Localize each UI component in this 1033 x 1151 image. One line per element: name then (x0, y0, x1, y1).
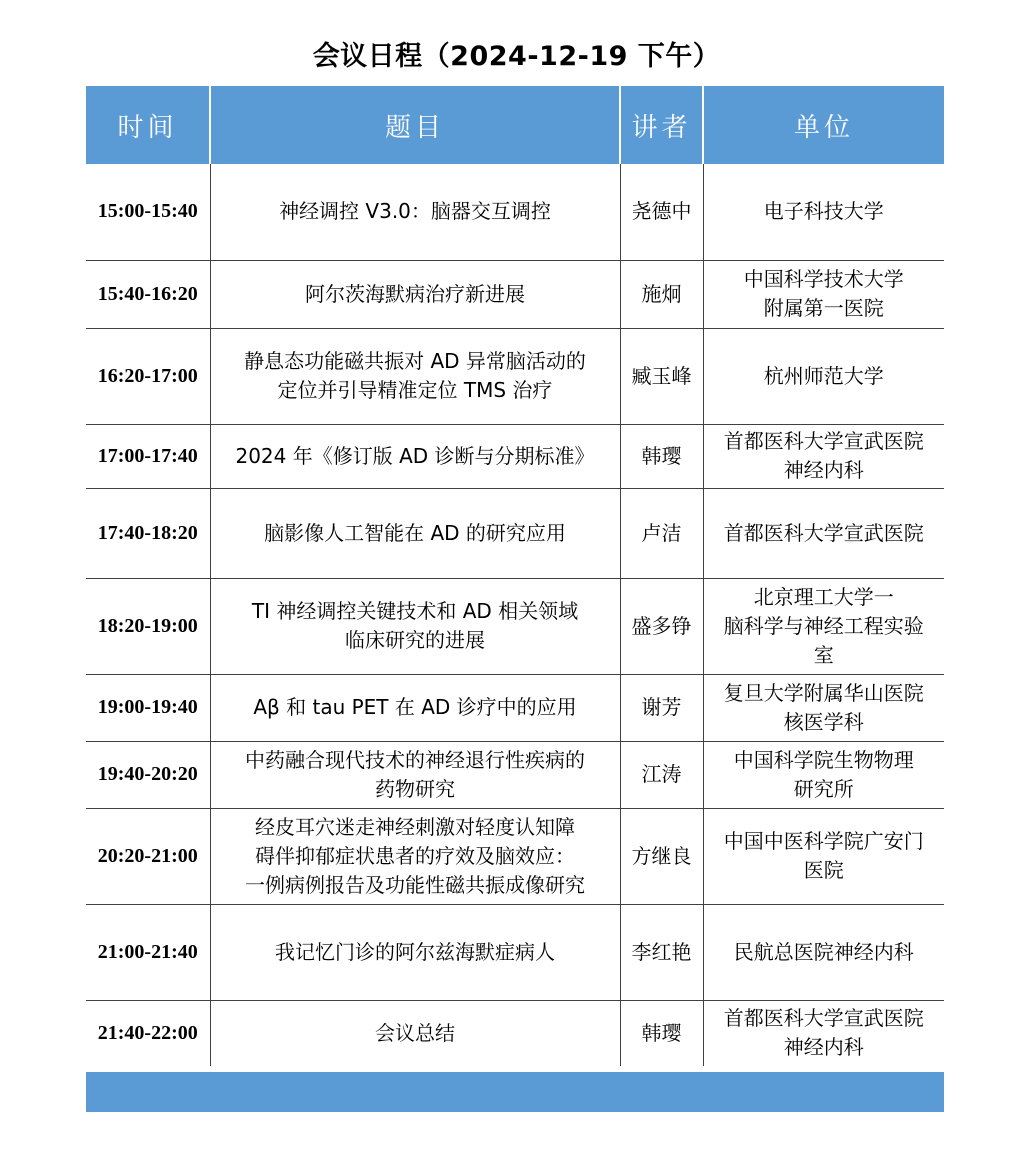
table-row (86, 904, 944, 1000)
row-speaker: 尧德中 (620, 164, 703, 260)
header-org: 单位 (703, 86, 944, 164)
row-org: 中国科学院生物物理 研究所 (703, 741, 944, 808)
table-row (86, 808, 944, 904)
row-topic: 中药融合现代技术的神经退行性疾病的 药物研究 (210, 741, 620, 808)
row-time: 19:40-20:20 (86, 741, 210, 808)
row-time: 17:40-18:20 (86, 488, 210, 578)
row-speaker: 谢芳 (620, 674, 703, 741)
table-row (86, 674, 944, 741)
table-row (86, 741, 944, 808)
row-org: 首都医科大学宣武医院 神经内科 (703, 1000, 944, 1066)
page-title: 会议日程（2024-12-19 下午） (312, 41, 721, 72)
row-org: 中国科学技术大学 附属第一医院 (703, 260, 944, 328)
row-topic: 2024 年《修订版 AD 诊断与分期标准》 (210, 424, 620, 488)
row-org: 首都医科大学宣武医院 神经内科 (703, 424, 944, 488)
header-topic: 题目 (210, 86, 620, 164)
row-org: 中国中医科学院广安门 医院 (703, 808, 944, 904)
row-topic: 阿尔茨海默病治疗新进展 (210, 260, 620, 328)
row-speaker: 方继良 (620, 808, 703, 904)
table-row (86, 488, 944, 578)
table-body (86, 164, 944, 1066)
table-header-row (86, 86, 944, 164)
row-speaker: 韩璎 (620, 1000, 703, 1066)
row-time: 15:40-16:20 (86, 260, 210, 328)
row-topic: 神经调控 V3.0：脑器交互调控 (210, 164, 620, 260)
row-speaker: 臧玉峰 (620, 328, 703, 424)
row-topic: 我记忆门诊的阿尔兹海默症病人 (210, 904, 620, 1000)
row-topic: TI 神经调控关键技术和 AD 相关领域 临床研究的进展 (210, 578, 620, 674)
table-row (86, 578, 944, 674)
row-time: 18:20-19:00 (86, 578, 210, 674)
footer-bar (86, 1072, 944, 1112)
row-speaker: 韩璎 (620, 424, 703, 488)
table-row (86, 164, 944, 260)
row-org: 杭州师范大学 (703, 328, 944, 424)
row-org: 电子科技大学 (703, 164, 944, 260)
row-topic: Aβ 和 tau PET 在 AD 诊疗中的应用 (210, 674, 620, 741)
row-speaker: 盛多铮 (620, 578, 703, 674)
row-speaker: 卢洁 (620, 488, 703, 578)
row-time: 16:20-17:00 (86, 328, 210, 424)
row-topic: 静息态功能磁共振对 AD 异常脑活动的 定位并引导精准定位 TMS 治疗 (210, 328, 620, 424)
table-row (86, 328, 944, 424)
row-org: 民航总医院神经内科 (703, 904, 944, 1000)
row-time: 21:40-22:00 (97, 1021, 198, 1044)
table-row (86, 1000, 944, 1066)
row-time: 19:00-19:40 (86, 674, 210, 741)
table-row (86, 424, 944, 488)
row-speaker: 施炯 (620, 260, 703, 328)
row-topic: 经皮耳穴迷走神经刺激对轻度认知障 碍伴抑郁症状患者的疗效及脑效应： 一例病例报告及功能性磁共振成像研究 (210, 808, 620, 904)
table-row (86, 260, 944, 328)
header-time: 时间 (86, 86, 210, 164)
row-time: 15:00-15:40 (86, 164, 210, 260)
header-speaker: 讲者 (620, 86, 703, 164)
row-topic: 脑影像人工智能在 AD 的研究应用 (210, 488, 620, 578)
row-speaker: 李红艳 (620, 904, 703, 1000)
schedule-table (86, 86, 944, 1066)
row-time: 21:00-21:40 (86, 904, 210, 1000)
row-org: 首都医科大学宣武医院 (703, 488, 944, 578)
row-org: 复旦大学附属华山医院 核医学科 (703, 674, 944, 741)
row-org: 北京理工大学一 脑科学与神经工程实验 室 (703, 578, 944, 674)
row-topic: 会议总结 (210, 1000, 620, 1066)
row-speaker: 江涛 (620, 741, 703, 808)
row-time: 17:00-17:40 (86, 424, 210, 488)
row-time: 20:20-21:00 (86, 808, 210, 904)
